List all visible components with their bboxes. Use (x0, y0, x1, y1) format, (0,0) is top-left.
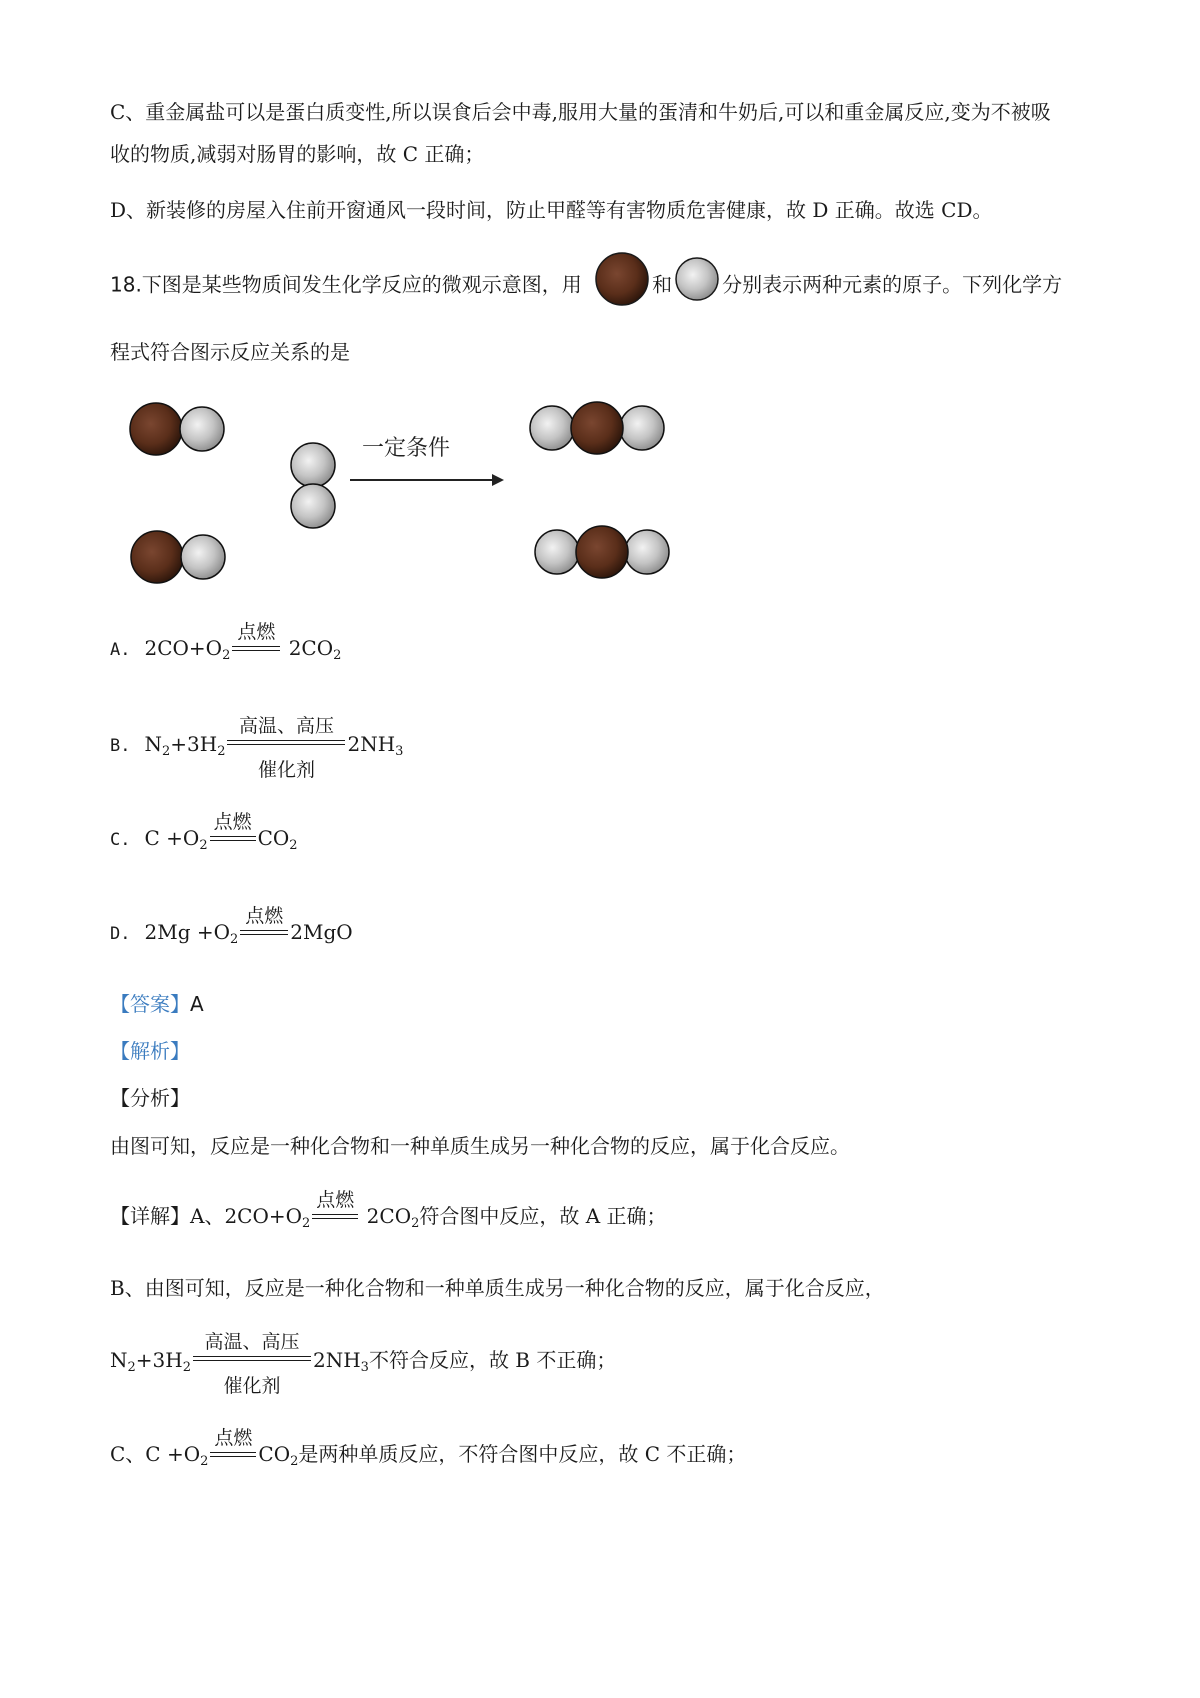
question-18-line1 (110, 265, 1062, 307)
question-18-line2: 程式符合图示反应关系的是 (110, 340, 350, 364)
option-a[interactable] (110, 621, 342, 670)
option-c-explanation-line2: 收的物质,减弱对肠胃的影响，故 C 正确； (110, 142, 485, 166)
option-a-right: 2CO (288, 636, 334, 660)
option-b-right: 2NH (347, 732, 396, 756)
option-b-condition (227, 715, 345, 781)
option-b-cond-top: 高温、高压 (238, 715, 334, 737)
detail-c-right: CO (258, 1442, 291, 1466)
detail-a-post: 符合图中反应，故 A 正确； (419, 1204, 667, 1228)
detail-a-left-sub: 2 (302, 1216, 311, 1231)
fenxi-text: 由图可知，反应是一种化合物和一种单质生成另一种化合物的反应，属于化合反应。 (110, 1134, 850, 1158)
answer-value: A (190, 992, 204, 1016)
question-number: 18. (110, 272, 142, 297)
option-b-l2-sub: 2 (217, 744, 226, 759)
detail-c-post: 是两种单质反应，不符合图中反应，故 C 不正确； (298, 1442, 747, 1466)
option-b-l2: +3H (170, 732, 218, 756)
detail-a-right: 2CO (366, 1204, 412, 1228)
option-b[interactable] (110, 715, 404, 781)
option-b-right-sub: 3 (395, 744, 404, 759)
detail-a-condition (312, 1189, 358, 1223)
reaction-diagram (120, 385, 680, 605)
detail-b-l1-sub: 2 (127, 1360, 136, 1375)
option-b-cond-bot: 催化剂 (257, 759, 315, 781)
detail-b-cond-bot: 催化剂 (223, 1375, 281, 1397)
detail-b-intro: B、由图可知，反应是一种化合物和一种单质生成另一种化合物的反应，属于化合反应， (110, 1276, 885, 1300)
reactant-molecule-1 (130, 403, 224, 455)
product-molecule-1 (530, 402, 664, 454)
option-b-l1: N (144, 732, 162, 756)
detail-a-line (110, 1189, 667, 1238)
question-text-b: 分别表示两种元素的原子。下列化学方 (722, 272, 1063, 297)
option-a-label: A. (110, 640, 131, 660)
option-d-right: 2MgO (290, 920, 353, 944)
detail-c-condition (210, 1427, 256, 1461)
analysis-tag (110, 1037, 190, 1065)
option-b-l1-sub: 2 (161, 744, 171, 759)
detail-b-right-sub: 3 (360, 1360, 369, 1375)
option-a-left: 2CO+O (144, 636, 223, 660)
option-d-explanation: D、新装修的房屋入住前开窗通风一段时间，防止甲醛等有害物质危害健康，故 D 正确。故选 CD。 (110, 198, 993, 222)
answer-line (110, 990, 204, 1018)
detail-b-condition (193, 1331, 311, 1397)
option-c-label: C. (110, 830, 131, 850)
option-c-explanation-line1: C、重金属盐可以是蛋白质变性,所以误食后会中毒,服用大量的蛋清和牛奶后,可以和重金属反应,变为不被吸 (110, 100, 1051, 124)
fenxi-tag (110, 1084, 190, 1112)
option-c-right: CO (257, 826, 290, 850)
detail-c-left: C、C +O (110, 1442, 201, 1466)
question-text-and: 和 (652, 272, 673, 297)
option-b-label: B. (110, 736, 131, 756)
reaction-arrow-head (492, 474, 504, 486)
detail-a-cond-text: 点燃 (316, 1189, 355, 1211)
detail-c-right-sub: 2 (290, 1454, 299, 1469)
analysis-tag-text: 【解析】 (110, 1039, 190, 1063)
detail-c-line (110, 1427, 747, 1476)
option-a-left-sub: 2 (222, 648, 231, 663)
option-c-cond-text: 点燃 (213, 811, 252, 833)
option-d-cond-text: 点燃 (245, 905, 284, 927)
dark-atom-icon (594, 251, 650, 307)
reactant-molecule-2 (131, 531, 225, 583)
option-a-cond-text: 点燃 (237, 621, 276, 643)
option-a-right-sub: 2 (333, 648, 342, 663)
product-molecule-2 (535, 526, 669, 578)
option-c-left: C +O (144, 826, 200, 850)
detail-tag: 【详解】 (110, 1204, 190, 1228)
detail-c-left-sub: 2 (200, 1454, 209, 1469)
detail-b-cond-top: 高温、高压 (204, 1331, 300, 1353)
option-c-right-sub: 2 (289, 838, 298, 853)
detail-a-right-sub: 2 (411, 1216, 420, 1231)
option-d-left: 2Mg +O (144, 920, 231, 944)
option-c[interactable] (110, 811, 298, 860)
fenxi-tag-text: 【分析】 (110, 1086, 190, 1110)
detail-b-l2-sub: 2 (182, 1360, 191, 1375)
detail-b-equation (110, 1331, 617, 1397)
option-d[interactable] (110, 905, 353, 954)
diagram-condition-label: 一定条件 (362, 436, 451, 461)
question-text-a: 下图是某些物质间发生化学反应的微观示意图，用 (141, 272, 582, 297)
detail-b-right: 2NH (313, 1348, 361, 1372)
detail-a-left: A、2CO+O (190, 1204, 303, 1228)
option-d-left-sub: 2 (230, 932, 239, 947)
option-d-label: D. (110, 924, 131, 944)
detail-b-post: 不符合反应，故 B 不正确； (368, 1348, 617, 1372)
option-d-condition (240, 905, 288, 939)
option-c-condition (210, 811, 256, 845)
detail-c-cond-text: 点燃 (214, 1427, 253, 1449)
detail-b-l2: +3H (135, 1348, 183, 1372)
light-atom-icon (674, 256, 720, 302)
option-c-left-sub: 2 (199, 838, 208, 853)
answer-tag: 【答案】 (110, 992, 190, 1016)
reactant-molecule-o2 (291, 443, 335, 528)
detail-b-l1: N (110, 1348, 128, 1372)
option-a-condition (232, 621, 280, 655)
